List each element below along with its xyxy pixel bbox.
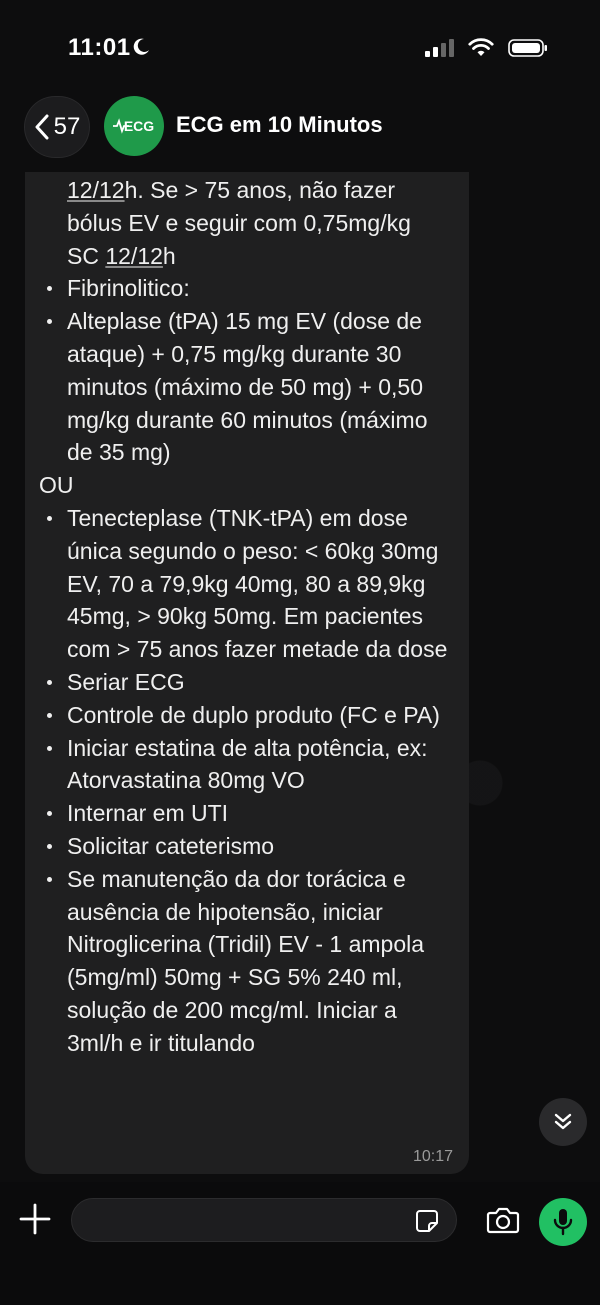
message-text [39,174,459,1060]
list-item: Controle de duplo produto (FC e PA) [39,699,459,732]
message-list [39,502,459,1060]
moon-icon [131,37,151,57]
wifi-icon [468,38,494,58]
message-line: OU [39,472,74,499]
status-time: 11:01 [68,34,131,61]
message-input[interactable] [71,1198,457,1242]
message-line-rest: h. Se > 75 anos, não fazer [124,177,396,203]
back-button[interactable] [24,96,90,158]
chat-title[interactable]: ECG em 10 Minutos [176,112,383,137]
voice-message-button[interactable] [539,1198,587,1246]
battery-icon [508,38,548,58]
avatar-label: ECG [123,118,155,134]
scroll-down-button[interactable] [539,1098,587,1146]
message-line: bólus EV e seguir com 0,75mg/kg [67,209,411,236]
message-line [39,174,459,207]
list-item: Iniciar estatina de alta potência, ex: Atorvastatina 80mg VO [39,732,459,798]
message-line-suffix: h [162,242,176,269]
ecg-logo-icon [112,117,130,135]
status-bar [0,0,600,96]
list-item: Alteplase (tPA) 15 mg EV (dose de ataque) + 0,75 mg/kg durante 30 minutos (máximo de 50 mg) + 0,50 mg/kg durante 60 minutos (máximo de 35 mg) [39,305,459,469]
message-timestamp: 10:17 [412,1148,453,1165]
double-chevron-down-icon [551,1110,575,1134]
sticker-icon[interactable] [414,1208,440,1234]
list-item: Tenecteplase (TNK-tPA) em dose única segundo o peso: < 60kg 30mg EV, 70 a 79,9kg 40mg, 80 a 89,9kg 45mg, > 90kg 50mg. Em pacientes com > 75 anos fazer metade da dose [39,502,459,666]
message-line-date: 12/12 [105,242,163,269]
unread-count: 57 [53,113,81,140]
message-bubble[interactable] [25,172,469,1174]
message-list [39,272,459,469]
microphone-icon [552,1208,574,1236]
composer-bar [0,1182,600,1305]
camera-icon[interactable] [486,1206,520,1234]
list-item: Se manutenção da dor torácica e ausência de hipotensão, iniciar Nitroglicerina (Tridil) EV - 1 ampola (5mg/ml) 50mg + SG 5% 240 ml, solução de 200 mcg/ml. Iniciar a 3ml/h e ir titulando [39,863,459,1060]
list-item: Fibrinolitico: [39,272,459,305]
message-line [39,240,459,273]
chevron-left-icon [34,114,50,140]
plus-icon[interactable] [18,1202,52,1236]
list-item: Solicitar cateterismo [39,830,459,863]
list-item: Seriar ECG [39,666,459,699]
list-item: Internar em UTI [39,797,459,830]
signal-icon [424,38,454,58]
avatar[interactable] [104,96,164,156]
chat-header [0,96,600,176]
message-line-prefix: SC [67,242,106,269]
message-line-date: 12/12 [67,177,125,203]
